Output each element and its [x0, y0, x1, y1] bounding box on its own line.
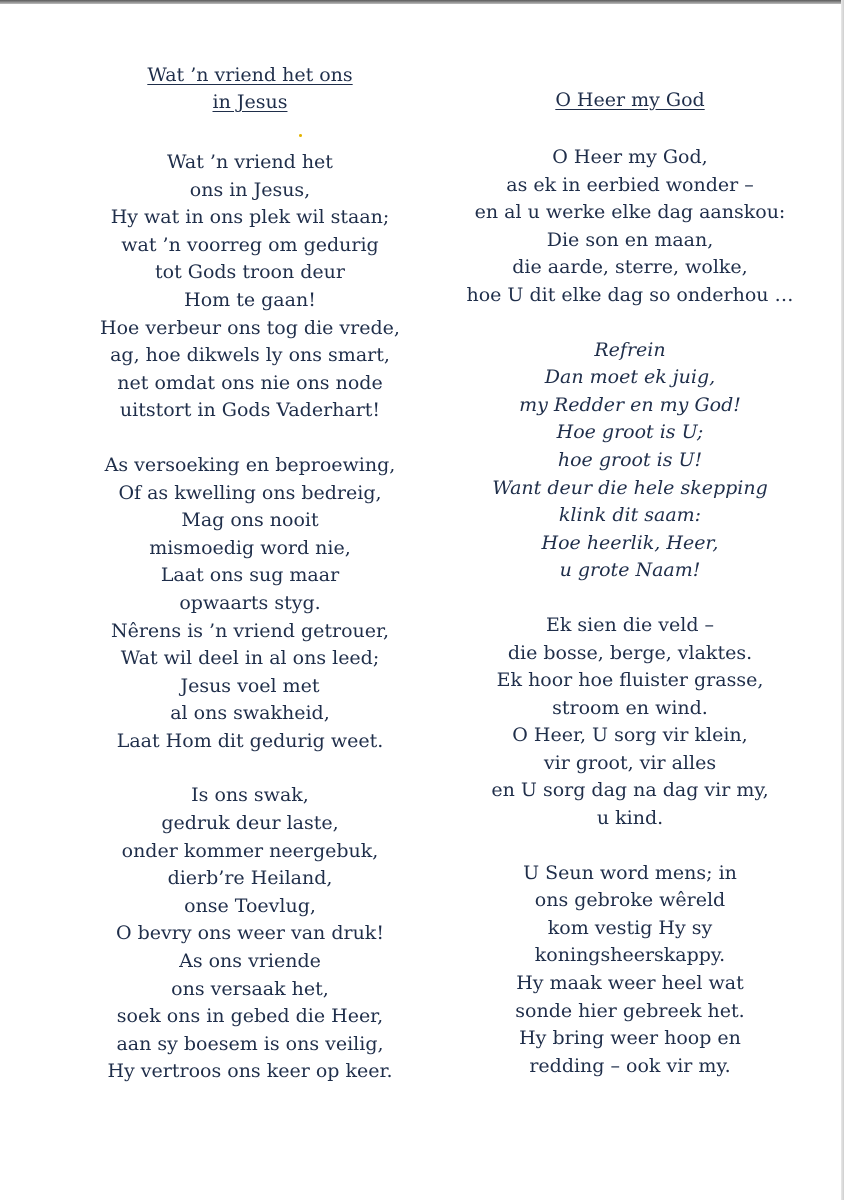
verse-line: koningsheerskappy.: [534, 944, 726, 967]
right-stanza-2: [440, 337, 820, 585]
verse-line: As ons vriende: [179, 950, 321, 973]
verse-line: u kind.: [596, 807, 664, 830]
verse-line: as ek in eerbied wonder –: [506, 173, 754, 196]
verse-line: kom vestig Hy sy: [547, 916, 713, 939]
verse-line: onder kommer neergebuk,: [121, 839, 379, 862]
left-stanza-1: [60, 149, 440, 425]
verse-line: O Heer, U sorg vir klein,: [512, 724, 748, 747]
left-stanza-3: [60, 782, 440, 1086]
verse-line: Of as kwelling ons bedreig,: [118, 481, 382, 504]
verse-line: Ek sien die veld –: [545, 613, 715, 636]
verse-line: hoe groot is U!: [557, 448, 703, 471]
left-title-line-2: in Jesus: [212, 91, 288, 113]
verse-line: Hom te gaan!: [184, 288, 316, 311]
verse-line: Hoe groot is U;: [556, 421, 704, 444]
right-hymn-column: [440, 62, 820, 1080]
left-stanza-2: [60, 452, 440, 756]
verse-line: Jesus voel met: [180, 674, 320, 697]
verse-line: opwaarts styg.: [179, 591, 321, 614]
verse-line: net omdat ons nie ons node: [117, 371, 383, 394]
verse-line: my Redder en my God!: [519, 393, 741, 416]
left-hymn-column: [60, 62, 440, 1086]
verse-line: u grote Naam!: [559, 559, 701, 582]
verse-line: mismoedig word nie,: [149, 536, 351, 559]
verse-line: Hy vertroos ons keer op keer.: [107, 1060, 393, 1083]
verse-line: O Heer my God,: [552, 146, 708, 168]
verse-line: Refrein: [594, 338, 666, 361]
left-hymn-title: [60, 62, 440, 116]
verse-line: Hy wat in ons plek wil staan;: [110, 206, 390, 229]
verse-line: As versoeking en beproewing,: [104, 453, 396, 476]
verse-line: soek ons in gebed die Heer,: [116, 1005, 384, 1028]
verse-line: Hoe verbeur ons tog die vrede,: [100, 316, 400, 339]
verse-line: hoe U dit elke dag so onderhou …: [466, 283, 794, 306]
right-hymn-title: O Heer my God: [555, 89, 705, 111]
verse-line: Want deur die hele skepping: [492, 476, 768, 499]
verse-line: Is ons swak,: [191, 784, 309, 807]
verse-line: Hoe heerlik, Heer,: [541, 531, 719, 554]
verse-line: Wat ’n vriend het: [167, 151, 333, 173]
verse-line: Nêrens is ’n vriend getrouer,: [110, 619, 390, 642]
verse-line: dierb’re Heiland,: [167, 867, 333, 890]
left-title-line-1: Wat ’n vriend het ons: [147, 64, 353, 86]
verse-line: stroom en wind.: [552, 696, 708, 719]
verse-line: Wat wil deel in al ons leed;: [120, 647, 380, 670]
verse-line: Hy maak weer heel wat: [516, 972, 744, 995]
verse-line: Laat Hom dit gedurig weet.: [116, 729, 384, 752]
scan-edge-top: [0, 0, 844, 4]
verse-line: Ek hoor hoe fluister grasse,: [496, 669, 764, 692]
right-stanza-4: [440, 860, 820, 1081]
right-stanza-3: [440, 612, 820, 833]
verse-line: ag, hoe dikwels ly ons smart,: [110, 344, 390, 367]
verse-line: klink dit saam:: [558, 504, 702, 527]
verse-line: al ons swakheid,: [170, 702, 330, 725]
verse-line: Laat ons sug maar: [160, 564, 340, 587]
verse-line: en U sorg dag na dag vir my,: [491, 779, 769, 802]
verse-line: vir groot, vir alles: [543, 751, 717, 774]
verse-line: ons in Jesus,: [189, 178, 311, 201]
verse-line: Hy bring weer hoop en: [519, 1027, 741, 1050]
verse-line: uitstort in Gods Vaderhart!: [119, 399, 381, 422]
verse-line: U Seun word mens; in: [523, 861, 737, 884]
verse-line: onse Toevlug,: [184, 894, 316, 917]
verse-line: Die son en maan,: [546, 228, 714, 251]
verse-line: die bosse, berge, vlaktes.: [507, 641, 753, 664]
verse-line: O bevry ons weer van druk!: [116, 922, 384, 945]
verse-line: Mag ons nooit: [181, 509, 319, 532]
verse-line: ons gebroke wêreld: [534, 889, 726, 912]
verse-line: aan sy boesem is ons veilig,: [116, 1032, 384, 1055]
verse-line: die aarde, sterre, wolke,: [512, 256, 748, 279]
verse-line: ons versaak het,: [171, 977, 329, 1000]
verse-line: Dan moet ek juig,: [544, 366, 716, 389]
verse-line: sonde hier gebreek het.: [515, 999, 745, 1022]
left-stanzas: [60, 149, 440, 1086]
verse-line: tot Gods troon deur: [155, 261, 345, 284]
verse-line: wat ’n voorreg om gedurig: [121, 233, 379, 256]
verse-line: en al u werke elke dag aanskou:: [474, 201, 786, 224]
verse-line: redding – ook vir my.: [529, 1054, 731, 1077]
right-stanza-1: [440, 144, 820, 310]
right-stanzas: [440, 144, 820, 1080]
verse-line: gedruk deur laste,: [161, 812, 339, 835]
